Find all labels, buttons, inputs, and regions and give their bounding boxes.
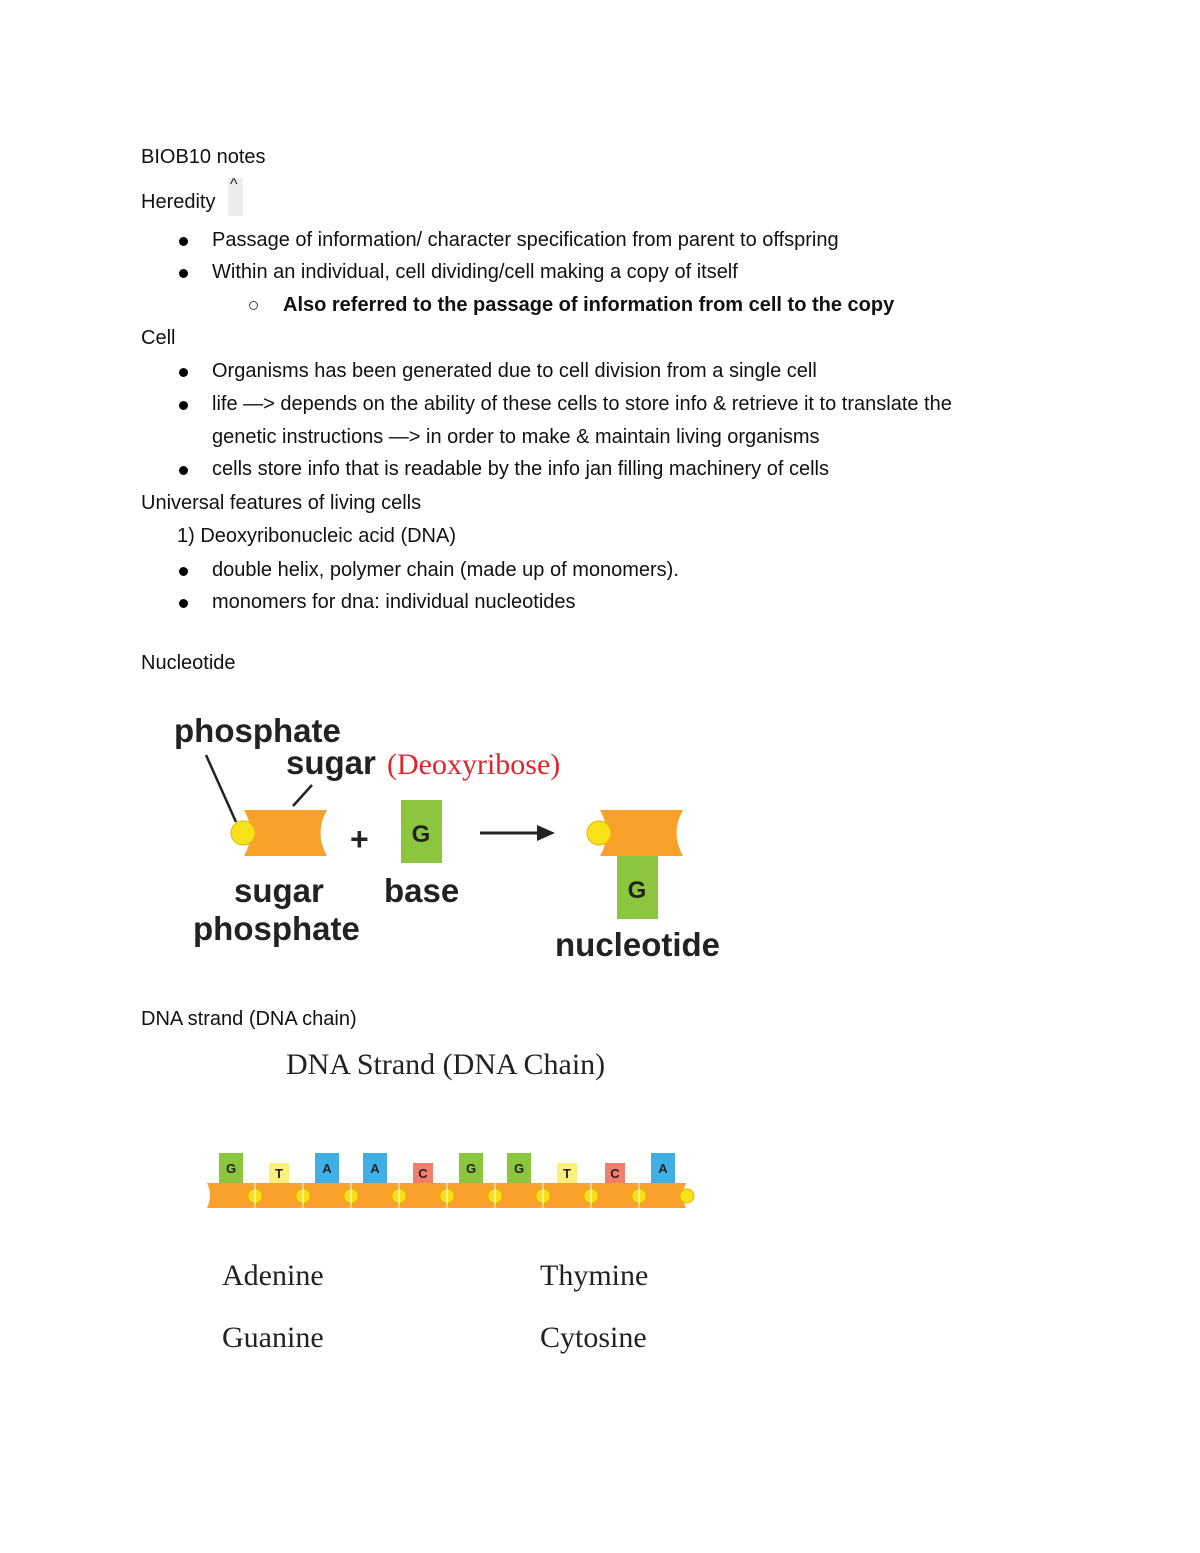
heredity-bullet-1: Passage of information/ character specification from parent to offspring xyxy=(212,229,839,251)
heading-cell: Cell xyxy=(141,327,176,349)
label-nucleotide: nucleotide xyxy=(555,926,721,963)
heading-nucleotide: Nucleotide xyxy=(141,652,236,674)
arrow-head-icon xyxy=(537,825,555,841)
base-letter: G xyxy=(225,1161,237,1176)
base-letter: C xyxy=(418,1166,428,1181)
label-sugar: sugar xyxy=(286,744,376,781)
base-letter: T xyxy=(563,1166,571,1181)
cell-bullet-2-continuation: genetic instructions —> in order to make & maintain living organisms xyxy=(212,426,820,448)
label-guanine: Guanine xyxy=(222,1321,324,1354)
base-letter: G xyxy=(513,1161,525,1176)
universal-bullet-2: monomers for dna: individual nucleotides xyxy=(212,591,576,613)
dna-diagram-title: DNA Strand (DNA Chain) xyxy=(286,1048,606,1081)
nucleotide-base-letter: G xyxy=(627,877,647,904)
label-deoxyribose: (Deoxyribose) xyxy=(387,748,561,781)
base-letter: A xyxy=(370,1161,380,1176)
base-letter: A xyxy=(322,1161,332,1176)
base-letter: C xyxy=(610,1166,620,1181)
universal-bullet-1: double helix, polymer chain (made up of monomers). xyxy=(212,559,679,581)
universal-item-1: 1) Deoxyribonucleic acid (DNA) xyxy=(177,525,456,547)
label-sugar-phosphate-line2: phosphate xyxy=(193,910,360,947)
dna-strand xyxy=(207,1153,694,1208)
sugar-pointer-line xyxy=(293,785,312,806)
chevron-up-icon: ^ xyxy=(230,176,238,193)
plus-sign: + xyxy=(350,821,369,857)
phosphate-circle xyxy=(231,821,255,845)
base-letter: A xyxy=(658,1161,668,1176)
cell-bullet-3: cells store info that is readable by the info jan filling machinery of cells xyxy=(212,458,829,480)
phosphate-pointer-line xyxy=(206,755,236,822)
base-g-letter: G xyxy=(411,821,431,848)
label-thymine: Thymine xyxy=(540,1259,649,1292)
heading-universal-features: Universal features of living cells xyxy=(141,492,422,514)
base-letter: G xyxy=(465,1161,477,1176)
base-letter: T xyxy=(275,1166,283,1181)
nucleotide-phosphate-circle xyxy=(587,821,611,845)
label-sugar-phosphate-line1: sugar xyxy=(234,872,324,909)
cell-bullet-1: Organisms has been generated due to cell division from a single cell xyxy=(212,360,817,382)
heading-heredity: Heredity xyxy=(141,191,216,213)
label-adenine: Adenine xyxy=(222,1259,324,1292)
heading-dna-strand: DNA strand (DNA chain) xyxy=(141,1008,357,1030)
cell-bullet-2: life —> depends on the ability of these cells to store info & retrieve it to translate the xyxy=(212,393,952,415)
phosphate-dot xyxy=(680,1189,694,1203)
nucleotide-sugar-shape xyxy=(600,810,683,856)
label-cytosine: Cytosine xyxy=(540,1321,647,1354)
sugar-shape xyxy=(244,810,327,856)
heredity-bullet-2: Within an individual, cell dividing/cell making a copy of itself xyxy=(212,261,738,283)
document-title: BIOB10 notes xyxy=(141,146,266,168)
label-base: base xyxy=(384,872,460,909)
label-phosphate: phosphate xyxy=(174,712,341,749)
heredity-sub-bullet: Also referred to the passage of information from cell to the copy xyxy=(283,294,895,316)
